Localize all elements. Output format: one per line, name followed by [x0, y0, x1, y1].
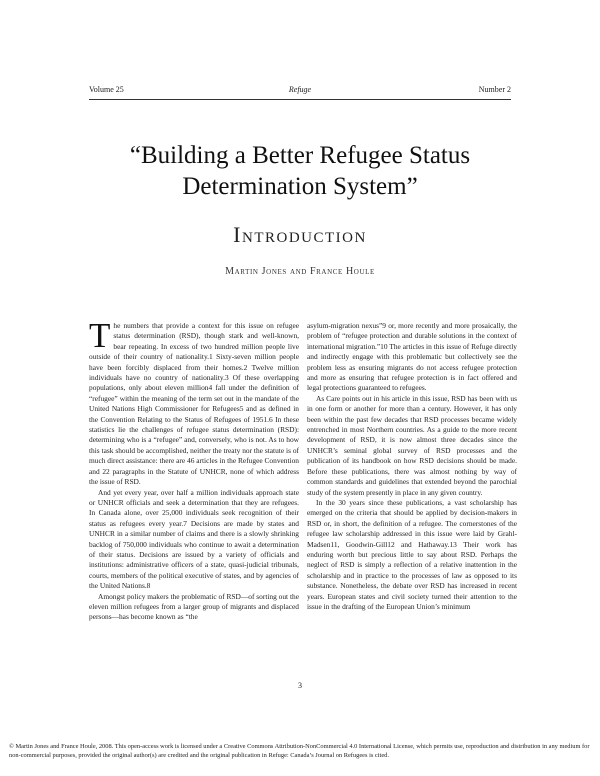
- paragraph: And yet every year, over half a million individuals approach state or UNHCR officials and seek a determination that they are refugees. In Canada alone, over 25,000 individuals seek recognition of their status as refugees every year.7 Decisions are made by states and UNHCR in a similar number of claims and there is a slowly shrinking backlog of 750,000 individuals who continue to await a determination of their status. Decisions are issued by a variety of officials and institutions: administrative officers of a state, quasi-judicial tribunals, courts, members of the political executive of states, and by agencies of the United Nations.8: [89, 487, 299, 591]
- section-heading: Introduction: [233, 222, 367, 247]
- paragraph: asylum-migration nexus”9 or, more recently and more prosaically, the problem of “refugee protection and durable solutions in the context of international migration.”10 The articles in this issue of Refuge directly and indirectly engage with this problematic but collectively see the problem less as ensuring migrants do not access refugee protection and more as ensuring that refugee protection is in fact offered and legal protections guaranteed to refugees.: [307, 321, 517, 393]
- paragraph-text: he numbers that provide a context for this issue on refugee status determination (RSD), though stark and well-known, bear repeating. In excess of two hundred million people live outside of their country of nationality.1 Sixty-seven million people have been forcibly displaced from their homes.2 Twelve million individuals have no country of nationality.3 Of these overlapping populations, only about eleven million4 fall under the definition of “refugee” within the meaning of the term set out in the mandate of the United Nations High Commissioner for Refugees5 and as defined in the Convention Relating to the Status of Refugees of 1951.6 In these statistics lie the challenges of refugee status determination (RSD): determining who is a “refugee” and, conversely, who is not. As to how this task should be accomplished, neither the treaty nor the statute is of much direct assistance: there are 46 articles in the Refugee Convention and 22 paragraphs in the Statute of UNHCR, none of which address the issue of RSD.: [89, 321, 299, 487]
- paragraph: [89, 316, 299, 488]
- issue-number: Number 2: [478, 85, 511, 94]
- journal-name: Refuge: [288, 85, 312, 94]
- author-line: Martin Jones and France Houle: [225, 266, 375, 277]
- header-rule: [89, 99, 511, 100]
- title-line-1: “Building a Better Refugee Status: [129, 142, 471, 169]
- paragraph: Amongst policy makers the problematic of RSD—of sorting out the eleven million refugees from a larger group of migrants and displaced persons—has become known as “the: [89, 591, 299, 622]
- left-column: [89, 316, 299, 623]
- running-header: [89, 85, 511, 97]
- license-footer: © Martin Jones and France Houle, 2008. This open-access work is licensed under a Creative Commons Attribution-NonCommercial 4.0 International License, which permits use, reproduction and distribution in any medium for non-commercial purposes, provided the original author(s) are credited and the original publication in Refuge: Canada’s Journal on Refugees is cited.: [9, 743, 590, 759]
- page-number: 3: [298, 681, 302, 690]
- right-column: [307, 321, 517, 612]
- drop-cap: T: [89, 316, 111, 355]
- volume-label: Volume 25: [89, 85, 124, 94]
- paragraph: As Care points out in his article in this issue, RSD has been with us in one form or another for more than a century. However, it has only been within the past few decades that RSD processes became widely entrenched in most Northern countries. As a guide to the more recent development of RSD, it is now almost three decades since the UNHCR’s seminal global survey of RSD processes and the publication of its handbook on how RSD decisions should be made. Before these publications, there was almost nothing by way of common standards and guidelines that extended beyond the parochial study of the system presently in place in any given country.: [307, 393, 517, 497]
- article-title: [60, 140, 540, 202]
- title-line-2: Determination System”: [182, 173, 418, 200]
- paragraph: In the 30 years since these publications, a vast scholarship has emerged on the criteria that should be applied by decision-makers in RSD or, in short, the definition of a refugee. The cornerstones of the refugee law scholarship addressed in this issue were laid by Grahl-Madsen11, Goodwin-Gill12 and Hathaway.13 Their work has enduring worth but precious little to say about RSD. Perhaps the neglect of RSD is simply a reflection of a relative inattention in the scholarship and in practice to the processes of law as opposed to its substance. Nonetheless, the debate over RSD has increased in recent years. European states and civil society turned their attention to the issue in the drafting of the European Union’s minimum: [307, 497, 517, 611]
